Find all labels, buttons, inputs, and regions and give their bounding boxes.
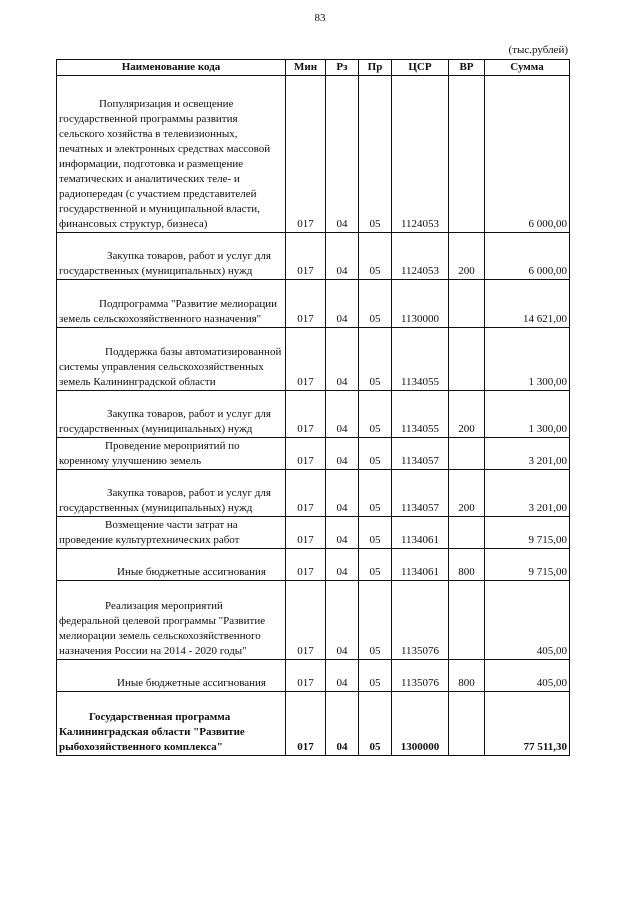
row-name: Закупка товаров, работ и услуг для государственных (муниципальных) нужд — [57, 470, 286, 517]
row-csr: 1124053 — [392, 76, 449, 233]
row-sum: 9 715,00 — [485, 517, 570, 549]
table-row — [57, 328, 570, 391]
row-name: Закупка товаров, работ и услуг для государственных (муниципальных) нужд — [57, 233, 286, 280]
row-name: Иные бюджетные ассигнования — [57, 549, 286, 581]
row-rz: 04 — [326, 581, 359, 660]
row-csr: 1135076 — [392, 660, 449, 692]
table-header-row — [57, 60, 570, 76]
row-vr: 200 — [449, 391, 485, 438]
row-csr: 1134055 — [392, 391, 449, 438]
row-pr: 05 — [359, 328, 392, 391]
row-name: Государственная программа Калининградская области "Развитие рыбохозяйственного комплекса" — [57, 692, 286, 756]
header-csr: ЦСР — [392, 60, 449, 76]
row-vr — [449, 438, 485, 470]
table-row — [57, 76, 570, 233]
table-row — [57, 581, 570, 660]
row-pr: 05 — [359, 470, 392, 517]
row-csr: 1134057 — [392, 470, 449, 517]
row-name: Реализация мероприятий федеральной целевой программы "Развитие мелиорации земель сельскохозяйственного назначения России на 2014 - 2020 годы" — [57, 581, 286, 660]
row-vr: 800 — [449, 660, 485, 692]
row-name: Возмещение части затрат на проведение культуртехнических работ — [57, 517, 286, 549]
row-vr: 200 — [449, 233, 485, 280]
row-csr: 1300000 — [392, 692, 449, 756]
row-min: 017 — [286, 692, 326, 756]
row-rz: 04 — [326, 438, 359, 470]
row-vr — [449, 280, 485, 328]
row-min: 017 — [286, 660, 326, 692]
row-min: 017 — [286, 391, 326, 438]
row-vr — [449, 76, 485, 233]
header-pr: Пр — [359, 60, 392, 76]
row-csr: 1135076 — [392, 581, 449, 660]
row-name: Подпрограмма "Развитие мелиорации земель сельскохозяйственного назначения" — [57, 280, 286, 328]
row-sum: 405,00 — [485, 660, 570, 692]
row-sum: 6 000,00 — [485, 76, 570, 233]
row-vr: 200 — [449, 470, 485, 517]
row-sum: 1 300,00 — [485, 391, 570, 438]
row-vr — [449, 581, 485, 660]
page-number: 83 — [314, 12, 326, 24]
row-name: Проведение мероприятий по коренному улучшению земель — [57, 438, 286, 470]
row-rz: 04 — [326, 692, 359, 756]
header-name: Наименование кода — [57, 60, 286, 76]
table-row — [57, 549, 570, 581]
row-pr: 05 — [359, 280, 392, 328]
row-pr: 05 — [359, 233, 392, 280]
row-pr: 05 — [359, 581, 392, 660]
row-name: Закупка товаров, работ и услуг для государственных (муниципальных) нужд — [57, 391, 286, 438]
row-min: 017 — [286, 280, 326, 328]
row-min: 017 — [286, 470, 326, 517]
row-rz: 04 — [326, 76, 359, 233]
row-csr: 1134061 — [392, 517, 449, 549]
row-sum: 3 201,00 — [485, 470, 570, 517]
row-rz: 04 — [326, 233, 359, 280]
row-sum: 1 300,00 — [485, 328, 570, 391]
row-rz: 04 — [326, 549, 359, 581]
row-vr — [449, 692, 485, 756]
table-row — [57, 391, 570, 438]
row-sum: 3 201,00 — [485, 438, 570, 470]
row-min: 017 — [286, 517, 326, 549]
row-pr: 05 — [359, 660, 392, 692]
row-rz: 04 — [326, 391, 359, 438]
row-pr: 05 — [359, 438, 392, 470]
row-rz: 04 — [326, 660, 359, 692]
row-pr: 05 — [359, 517, 392, 549]
row-csr: 1130000 — [392, 280, 449, 328]
row-sum: 9 715,00 — [485, 549, 570, 581]
row-rz: 04 — [326, 280, 359, 328]
row-csr: 1134055 — [392, 328, 449, 391]
units-label: (тыс.рублей) — [508, 44, 568, 56]
row-min: 017 — [286, 233, 326, 280]
table-row — [57, 280, 570, 328]
row-rz: 04 — [326, 470, 359, 517]
row-name: Популяризация и освещение государственной программы развития сельского хозяйства в телевизионных, печатных и электронных средствах массовой информации, подготовка и размещение тематических и аналитических теле- и радиопередач (с участием представителей государственной и муниципальной власти, финансовых структур, бизнеса) — [57, 76, 286, 233]
row-min: 017 — [286, 76, 326, 233]
row-min: 017 — [286, 328, 326, 391]
row-sum: 405,00 — [485, 581, 570, 660]
row-csr: 1134057 — [392, 438, 449, 470]
row-min: 017 — [286, 438, 326, 470]
row-csr: 1124053 — [392, 233, 449, 280]
table-row — [57, 438, 570, 470]
budget-table — [56, 59, 570, 756]
header-min: Мин — [286, 60, 326, 76]
header-rz: Рз — [326, 60, 359, 76]
table-row — [57, 470, 570, 517]
table-row — [57, 660, 570, 692]
row-name: Поддержка базы автоматизированной системы управления сельскохозяйственных земель Калининградской области — [57, 328, 286, 391]
row-min: 017 — [286, 581, 326, 660]
row-csr: 1134061 — [392, 549, 449, 581]
row-pr: 05 — [359, 549, 392, 581]
row-vr — [449, 517, 485, 549]
row-pr: 05 — [359, 692, 392, 756]
header-vr: ВР — [449, 60, 485, 76]
row-min: 017 — [286, 549, 326, 581]
row-sum: 6 000,00 — [485, 233, 570, 280]
row-rz: 04 — [326, 517, 359, 549]
row-name: Иные бюджетные ассигнования — [57, 660, 286, 692]
table-row — [57, 517, 570, 549]
table-row — [57, 692, 570, 756]
row-vr — [449, 328, 485, 391]
row-pr: 05 — [359, 76, 392, 233]
row-sum: 77 511,30 — [485, 692, 570, 756]
row-rz: 04 — [326, 328, 359, 391]
row-sum: 14 621,00 — [485, 280, 570, 328]
header-sum: Сумма — [485, 60, 570, 76]
row-pr: 05 — [359, 391, 392, 438]
table-row — [57, 233, 570, 280]
row-vr: 800 — [449, 549, 485, 581]
